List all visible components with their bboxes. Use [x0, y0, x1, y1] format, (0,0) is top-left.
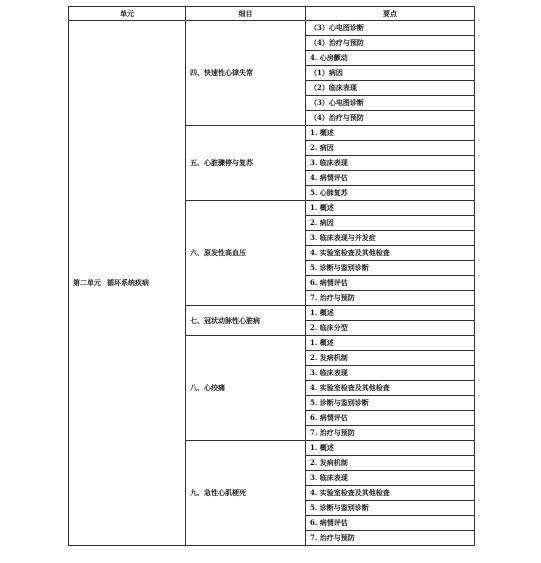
subject-cell: 九、急性心肌梗死: [186, 441, 306, 546]
point-cell: 6. 病情评估: [306, 276, 475, 291]
point-cell: 4. 病情评估: [306, 171, 475, 186]
point-cell: （4）治疗与预防: [306, 111, 475, 126]
subject-cell: 四、快速性心律失常: [186, 21, 306, 126]
point-cell: 2. 临床分型: [306, 321, 475, 336]
point-cell: 6. 病情评估: [306, 411, 475, 426]
point-cell: 3. 临床表现: [306, 366, 475, 381]
point-cell: 7. 治疗与预防: [306, 291, 475, 306]
point-cell: 4. 实验室检查及其他检查: [306, 246, 475, 261]
point-cell: 2. 病因: [306, 216, 475, 231]
point-cell: 4. 实验室检查及其他检查: [306, 381, 475, 396]
point-cell: 5. 诊断与鉴别诊断: [306, 396, 475, 411]
point-cell: 5. 诊断与鉴别诊断: [306, 501, 475, 516]
point-cell: 4. 实验室检查及其他检查: [306, 486, 475, 501]
point-cell: 3. 临床表现: [306, 471, 475, 486]
point-cell: 6. 病情评估: [306, 516, 475, 531]
point-cell: 1. 概述: [306, 126, 475, 141]
point-cell: 5. 心肺复苏: [306, 186, 475, 201]
point-cell: （3）心电图诊断: [306, 96, 475, 111]
subject-cell: 六、原发性高血压: [186, 201, 306, 306]
point-cell: 2. 发病机制: [306, 351, 475, 366]
point-cell: 2. 发病机制: [306, 456, 475, 471]
table-body: [69, 21, 475, 546]
point-cell: 7. 治疗与预防: [306, 531, 475, 546]
unit-cell: [69, 21, 186, 546]
point-cell: 2. 病因: [306, 141, 475, 156]
subject-cell: 八、心绞痛: [186, 336, 306, 441]
point-cell: 5. 诊断与鉴别诊断: [306, 261, 475, 276]
point-cell: （2）临床表现: [306, 81, 475, 96]
point-cell: 1. 概述: [306, 201, 475, 216]
point-cell: （1）病因: [306, 66, 475, 81]
point-cell: 1. 概述: [306, 336, 475, 351]
header-row: [69, 7, 475, 21]
point-cell: 3. 临床表现与并发症: [306, 231, 475, 246]
header-points: 要点: [306, 7, 475, 21]
subject-cell: 五、心脏骤停与复苏: [186, 126, 306, 201]
table-row: [69, 21, 475, 36]
point-cell: （4）治疗与预防: [306, 36, 475, 51]
subject-cell: 七、冠状动脉性心脏病: [186, 306, 306, 336]
point-cell: （3）心电图诊断: [306, 21, 475, 36]
unit-number: 第二单元: [73, 278, 101, 287]
point-cell: 1. 概述: [306, 306, 475, 321]
point-cell: 3. 临床表现: [306, 156, 475, 171]
header-subject: 细目: [186, 7, 306, 21]
point-cell: 4. 心房颤动: [306, 51, 475, 66]
point-cell: 7. 治疗与预防: [306, 426, 475, 441]
point-cell: 1. 概述: [306, 441, 475, 456]
syllabus-table: [68, 6, 475, 546]
header-unit: 单元: [69, 7, 186, 21]
unit-name: 循环系统疾病: [107, 278, 149, 287]
